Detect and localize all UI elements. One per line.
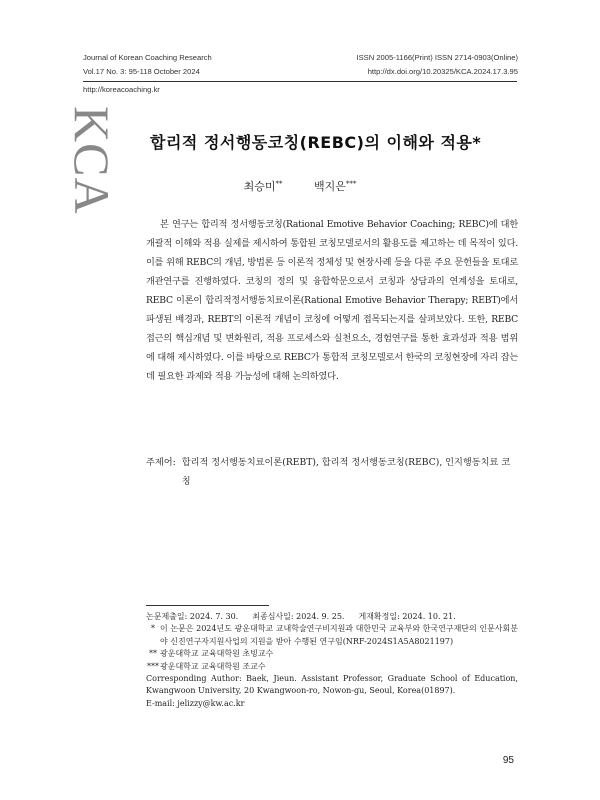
footnotes bbox=[146, 611, 518, 710]
keywords-text: 합리적 정서행동치료이론(REBT), 합리적 정서행동코칭(REBC), 인지행동치료 코칭 bbox=[181, 457, 511, 487]
journal-volume: Vol.17 No. 3: 95-118 October 2024 bbox=[83, 67, 200, 76]
journal-name: Journal of Korean Coaching Research bbox=[83, 53, 212, 62]
accepted-date: 게재확정일: 2024. 10. 21. bbox=[358, 612, 456, 621]
submission-dates bbox=[146, 611, 518, 623]
keywords-label: 주제어: bbox=[146, 457, 176, 468]
journal-header-left bbox=[83, 51, 212, 79]
author-2-mark: *** bbox=[345, 180, 357, 188]
paper-title: 합리적 정서행동코칭(REBC)의 이해와 적용* bbox=[150, 133, 482, 152]
header-rule bbox=[83, 81, 517, 82]
kca-logo: KCA bbox=[64, 106, 120, 215]
funding-note: * 이 논문은 2024년도 광운대학교 교내학술연구비지원과 대한민국 교육부와 한국연구재단의 인문사회분야 신진연구자지원사업의 지원을 받아 수행된 연구임(NRF-2024S1A5A8021197) bbox=[151, 624, 518, 646]
abstract: 본 연구는 합리적 정서행동코칭(Rational Emotive Behavior Coaching; REBC)에 대한 개괄적 이해와 적용 실제를 제시하여 통합된 코칭모델로서의 활용도를 제고하는 데 목적이 있다. 이를 위해 REBC의 개념, 방법론 등 이론적 정체성 및 현장사례 등을 다룬 주요 문헌들을 토대로 개관연구를 진행하였다. 코칭의 정의 및 융합학문으로서 코칭과 상담과의 연계성을 토대로, REBC 이론이 합리적정서행동치료이론(Rational Emotive Behavior Therapy; REBT)에서 파생된 배경과, REBT의 이론적 개념이 코칭에 어떻게 접목되는지를 살펴보았다. 또한, REBC 접근의 핵심개념 및 변화원리, 적용 프로세스와 실천요소, 경험연구를 통한 효과성과 적용 범위에 대해 제시하였다. 이를 바탕으로 REBC가 통합적 코칭모델로서 한국의 코칭현장에 자리 잡는 데 필요한 과제와 적용 가능성에 대해 논의하였다. bbox=[146, 219, 518, 382]
footnote-rule bbox=[146, 605, 269, 606]
author-2-affiliation: *** 광운대학교 교육대학원 조교수 bbox=[147, 661, 266, 671]
author-1: 최승미** bbox=[243, 180, 283, 193]
reviewed-date: 최종심사일: 2024. 9. 25. bbox=[252, 612, 345, 621]
author-line bbox=[0, 178, 600, 194]
keywords bbox=[146, 453, 518, 491]
journal-doi[interactable]: http://dx.doi.org/10.20325/KCA.2024.17.3.95 bbox=[367, 67, 518, 76]
journal-url[interactable]: http://koreacoaching.kr bbox=[83, 85, 160, 94]
author-2: 백지은*** bbox=[314, 180, 357, 193]
corresponding-author: Corresponding Author: Baek, Jieun. Assistant Professor, Graduate School of Education, Kwangwoon University, 20 Kwangwoon-ro, Nowon-gu, Seoul, Korea(01897). bbox=[146, 674, 518, 696]
journal-header-right bbox=[356, 51, 518, 79]
received-date: 논문제출일: 2024. 7. 30. bbox=[146, 612, 239, 621]
contact-email[interactable]: E-mail: jelizzy@kw.ac.kr bbox=[146, 698, 245, 708]
journal-issn: ISSN 2005-1166(Print) ISSN 2714-0903(Online) bbox=[356, 53, 518, 62]
page-number: 95 bbox=[502, 755, 514, 766]
author-1-mark: ** bbox=[275, 180, 283, 188]
author-1-affiliation: ** 광운대학교 교육대학원 초빙교수 bbox=[149, 649, 274, 659]
